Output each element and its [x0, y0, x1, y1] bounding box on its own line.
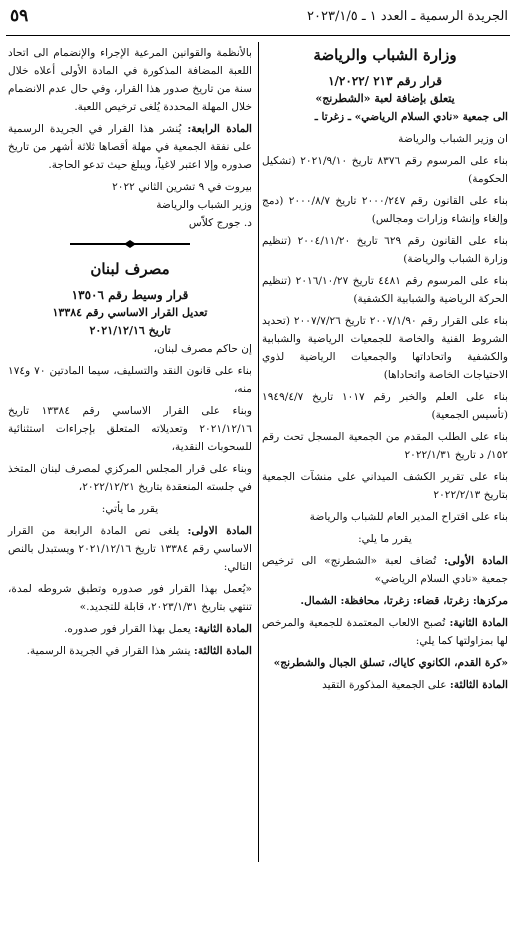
article-text: على الجمعية المذكورة التقيد	[322, 679, 447, 691]
article-text: يعمل بهذا القرار فور صدوره.	[64, 623, 191, 635]
header-rule	[6, 35, 510, 36]
decision-subject: يتعلق بإضافة لعبة «الشطرنج»	[315, 92, 455, 105]
section-separator	[70, 240, 190, 248]
article-label: المادة الثانية:	[449, 617, 508, 629]
column-divider	[258, 42, 259, 862]
article-text: ينشر هذا القرار في الجريدة الرسمية.	[26, 645, 191, 657]
decision-number: قرار وسيط رقم ١٣٥٠٦	[71, 288, 189, 302]
recital: بناء على المرسوم رقم ٤٤٨١ تاريخ ٢٠١٦/١٠/٢٧ (تنظيم الحركة الرياضية والشبابية الكشفية)	[262, 275, 508, 305]
page-header	[0, 0, 516, 40]
association-name: الى جمعية «نادي السلام الرياضي» ـ زغرتا ـ	[314, 111, 508, 123]
article-4	[8, 120, 252, 174]
article-1	[8, 522, 252, 576]
decides-line: يقرر ما يلي:	[358, 533, 412, 545]
article-label: المادة الرابعة:	[187, 123, 252, 135]
article-1	[262, 552, 508, 588]
left-column	[8, 44, 252, 664]
page-number: ٥٩	[10, 6, 29, 26]
recital: بناء على الطلب المقدم من الجمعية المسجل تحت رقم ١٥٢/ د تاريخ ٢٠٢٢/١/٣١	[262, 431, 508, 461]
association-location: مركزها: زغرتا، قضاء: زغرتا، محافظة: الشمال.	[300, 595, 508, 607]
signer-title: وزير الشباب والرياضة	[156, 199, 252, 211]
article-label: المادة الاولى:	[187, 525, 252, 537]
article-3	[8, 642, 252, 660]
decision-number: قرار رقم ٢١٣ /١/٢٠٢٢	[328, 74, 442, 88]
article-text: يلغى نص المادة الرابعة من القرار الاساسي رقم ١٣٣٨٤ تاريخ ٢٠٢١/١٢/١٦ ويستبدل بالنص التالي:	[8, 525, 252, 573]
bank-heading: مصرف لبنان	[90, 260, 170, 278]
article-text: تُضاف لعبة «الشطرنج» الى ترخيص جمعية «نادي السلام الرياضي»	[262, 555, 508, 585]
decides-line: يقرر ما يأتي:	[101, 503, 159, 515]
quoted-text: «يُعمل بهذا القرار فور صدوره وتطبق شروطه لمدة، تنتهي بتاريخ ٢٠٢٣/١/٣١، قابلة للتجديد.»	[8, 583, 252, 613]
continued-text: بالأنظمة والقوانين المرعية الإجراء والإنضمام الى اتحاد اللعبة المضافة المذكورة في المادة الأولى أعلاه خلال سنة من تاريخ صدور هذا القرار، وفي حال عدم الانضمام خلال المهلة المحددة يُلغى ترخيص اللعبة.	[8, 47, 252, 113]
article-3	[262, 676, 508, 694]
amendment-title: تعديل القرار الاساسي رقم ١٣٣٨٤	[52, 306, 208, 319]
recital: بناء على القانون رقم ٢٠٠٠/٢٤٧ تاريخ ٢٠٠٠/٨/٧ (دمج وإلغاء وإنشاء وزارات ومجالس)	[262, 195, 508, 225]
recital: بناء على اقتراح المدير العام للشباب والرياضة	[309, 511, 508, 523]
article-label: المادة الأولى:	[444, 555, 508, 567]
recital: بناء على قانون النقد والتسليف، سيما المادتين ٧٠ و١٧٤ منه،	[8, 365, 253, 395]
recital: بناء على تقرير الكشف الميداني على منشآت الجمعية بتاريخ ٢٠٢٢/٢/١٣	[262, 471, 508, 501]
article-label: المادة الثانية:	[194, 623, 252, 635]
recital: وبناء على القرار الاساسي رقم ١٣٣٨٤ تاريخ ٢٠٢١/١٢/١٦ وتعديلاته المتعلق بإجراءات استثنائية للسحوبات النقدية،	[8, 405, 252, 453]
place-date: بيروت في ٩ تشرين الثاني ٢٠٢٢	[112, 181, 252, 193]
article-2	[8, 620, 252, 638]
intro-line: إن حاكم مصرف لبنان،	[153, 343, 252, 355]
recital: بناء على المرسوم رقم ٨٣٧٦ تاريخ ٢٠٢١/٩/١٠ (تشكيل الحكومة)	[262, 155, 508, 185]
recital: بناء على القانون رقم ٦٢٩ تاريخ ٢٠٠٤/١١/٢٠ (تنظيم وزارة الشباب والرياضة)	[262, 235, 508, 265]
ministry-heading: وزارة الشباب والرياضة	[313, 46, 457, 64]
article-label: المادة الثالثة:	[193, 645, 252, 657]
intro-line: ان وزير الشباب والرياضة	[398, 133, 508, 145]
article-label: المادة الثالثة:	[449, 679, 508, 691]
right-column	[262, 44, 508, 698]
article-text: تُصبح الالعاب المعتمدة للجمعية والمرخص لها بمزاولتها كما يلي:	[262, 617, 508, 647]
article-text: يُنشر هذا القرار في الجريدة الرسمية على نفقة الجمعية في مهلة أقصاها ثلاثة أشهر من تاريخ صدوره وإلا اعتبر لاغياً، ويبلغ حيث تدعو الحاجة.	[8, 123, 252, 171]
decision-date: تاريخ ٢٠٢١/١٢/١٦	[89, 324, 171, 337]
recital: بناء على العلم والخبر رقم ١٠١٧ تاريخ ١٩٤٩/٤/٧ (تأسيس الجمعية)	[262, 391, 508, 421]
signer-name: د. جورج كلاّس	[188, 217, 252, 229]
recital: وبناء على قرار المجلس المركزي لمصرف لبنان المتخذ في جلسته المنعقدة بتاريخ ٢٠٢٢/١٢/٢١،	[8, 463, 252, 493]
games-list: «كرة القدم، الكانوي كاياك، تسلق الجبال والشطرنج»	[273, 657, 508, 669]
gazette-title: الجريدة الرسمية ـ العدد ١ ـ ٢٠٢٣/١/٥	[307, 9, 508, 24]
recital: بناء على القرار رقم ٢٠٠٧/١/٩٠ تاريخ ٢٠٠٧/٧/٢٦ (تحديد الشروط الفنية والخاصة للجمعيات الرياضية والشبابية والكشفية واتحاداتها والجمعيات الرياضية لذوي الاحتياجات الخاصة واتحاداها)	[262, 315, 508, 381]
article-2	[262, 614, 508, 650]
